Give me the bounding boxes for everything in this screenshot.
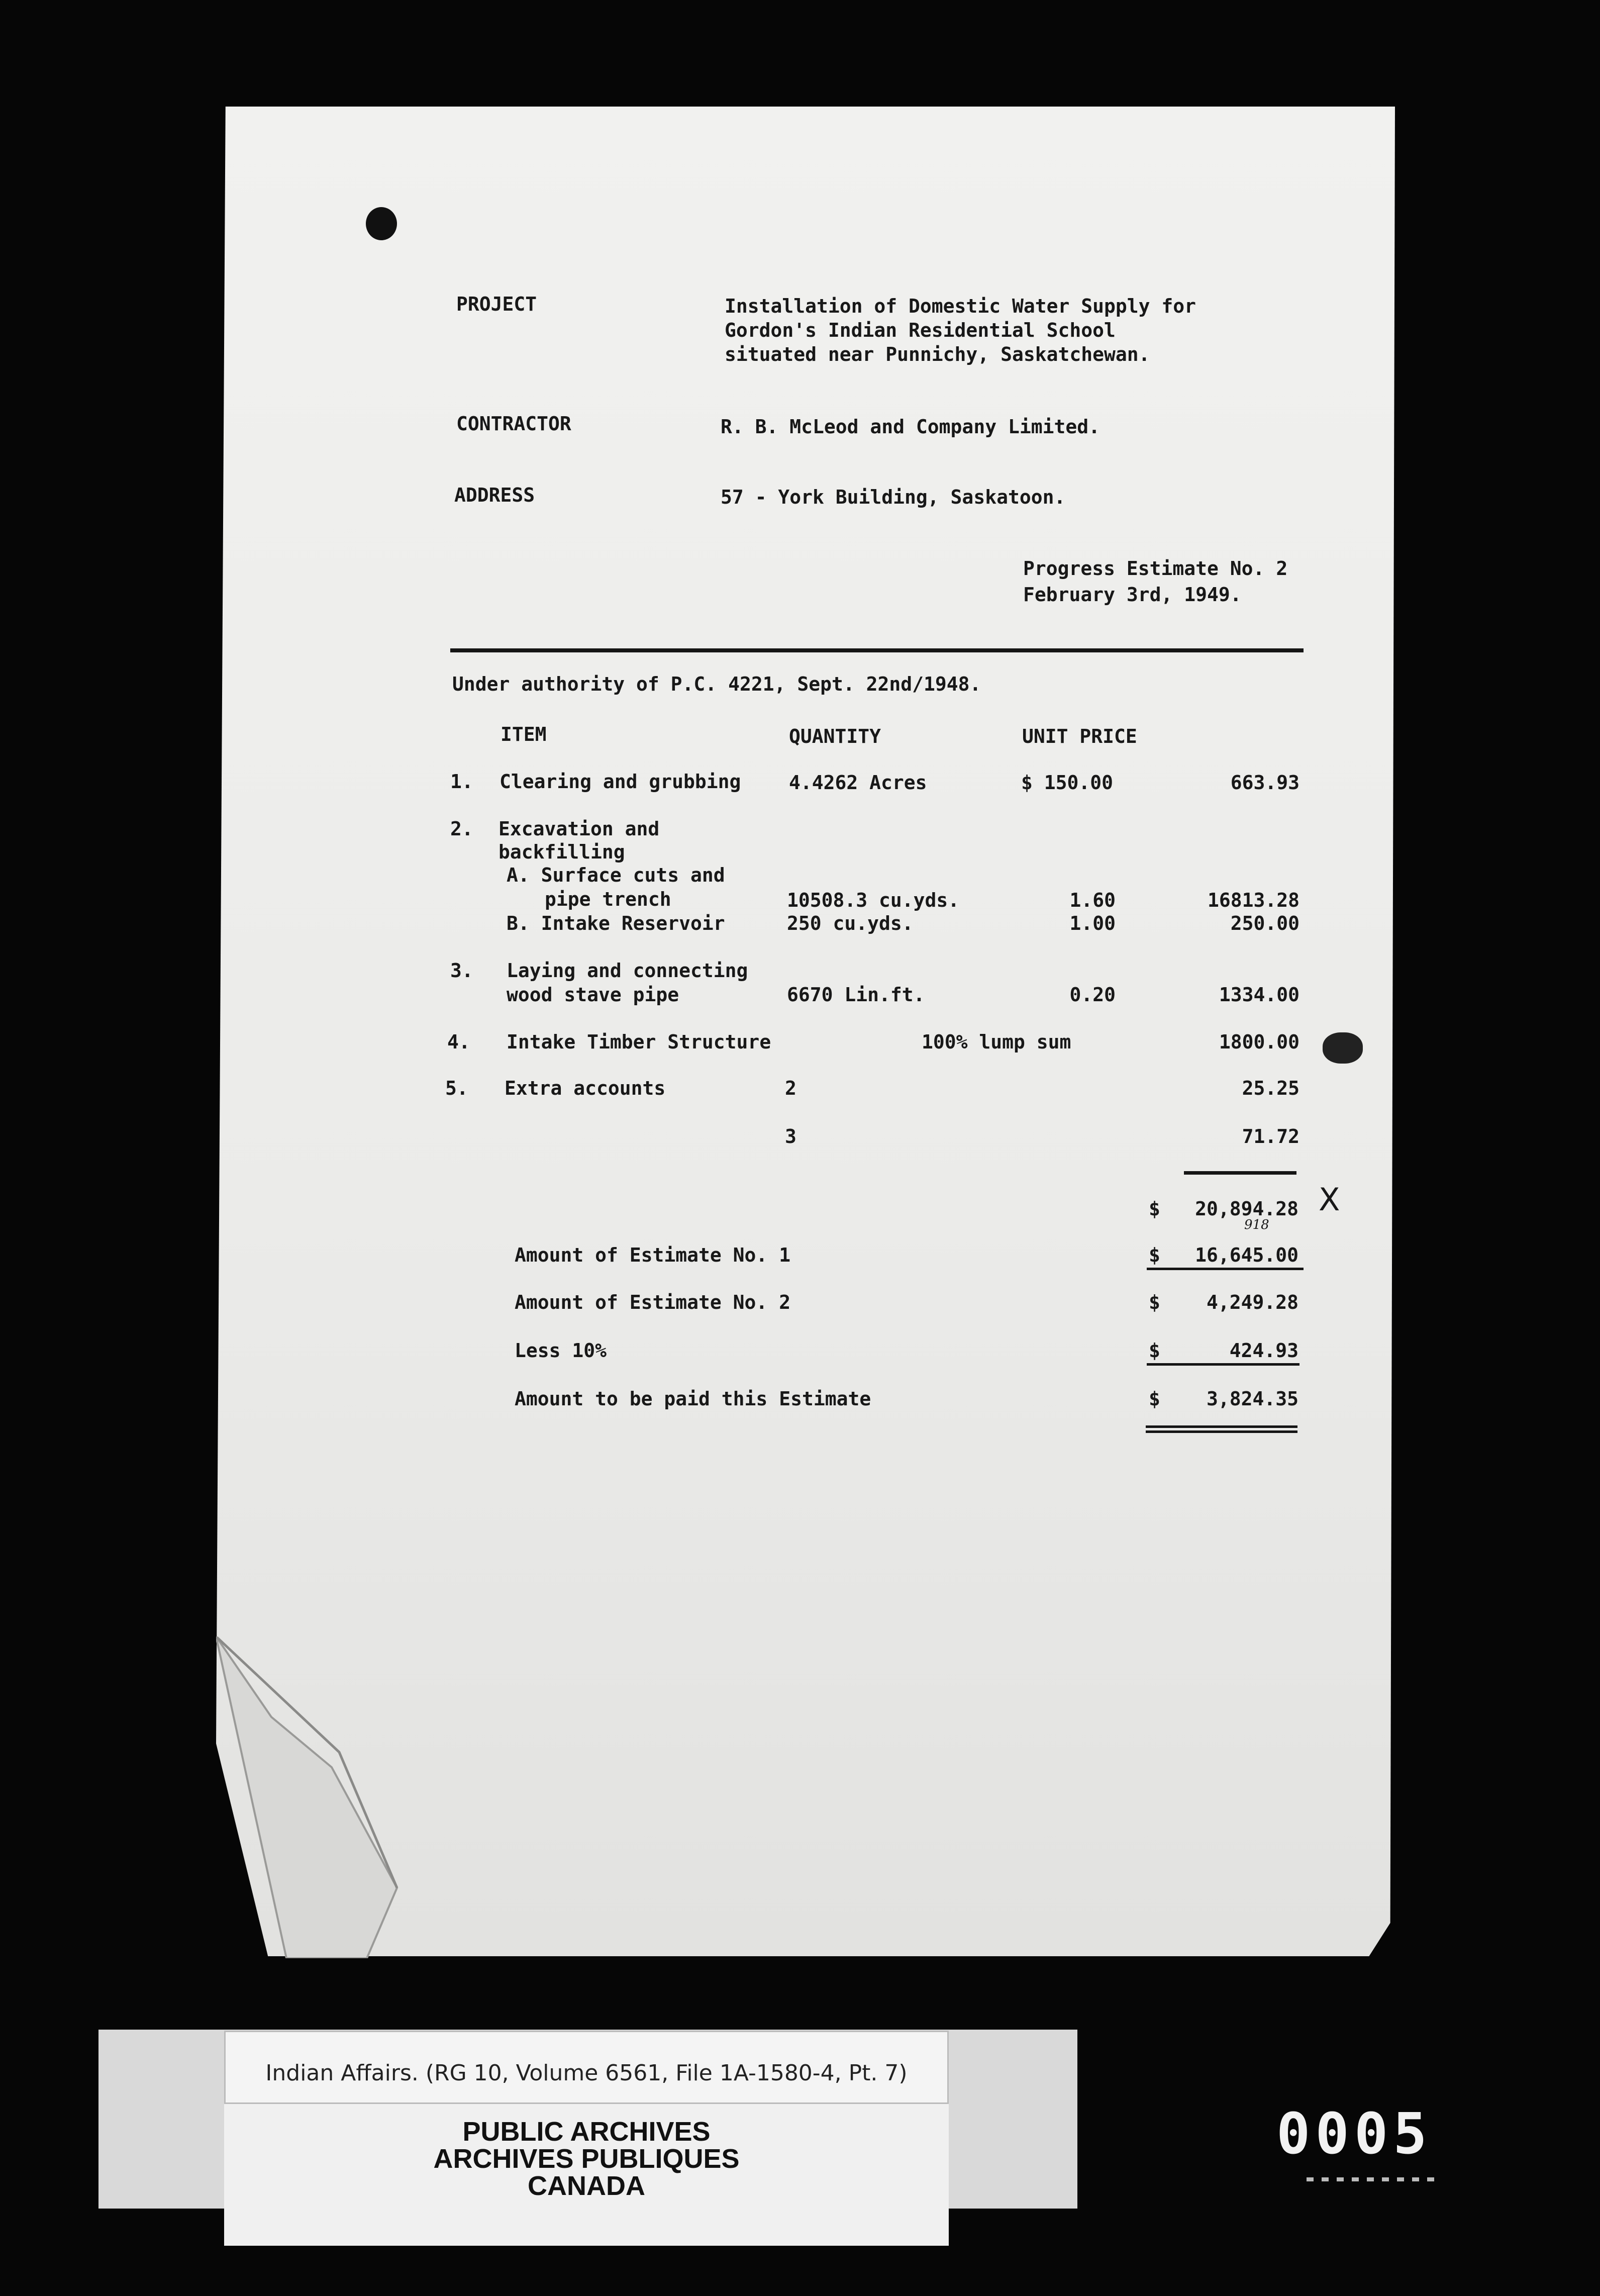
frame-counter <box>1276 2101 1452 2167</box>
project-line-3: situated near Punnichy, Saskatchewan. <box>725 343 1150 365</box>
item-3-description-line-1: Laying and connecting <box>507 960 748 982</box>
gross-dollar-sign: $ <box>1149 1198 1160 1220</box>
frame-tick <box>1367 2177 1374 2181</box>
item-3-amount: 1334.00 <box>1219 984 1299 1006</box>
payable-dollar-sign: $ <box>1149 1388 1160 1410</box>
header-rule <box>450 648 1304 652</box>
address-label: ADDRESS <box>454 484 535 506</box>
item-1-quantity: 4.4262 Acres <box>789 772 927 794</box>
authority-text: Under authority of P.C. 4221, Sept. 22nd/1948. <box>452 673 981 695</box>
estimate-2-label: Amount of Estimate No. 2 <box>515 1291 791 1313</box>
item-3-quantity: 6670 Lin.ft. <box>787 984 925 1006</box>
item-5-reference-1: 2 <box>785 1077 796 1099</box>
item-5-description: Extra accounts <box>505 1077 666 1099</box>
archive-stamp-card <box>224 2104 949 2246</box>
item-1-amount: 663.93 <box>1230 772 1299 794</box>
item-2a-description-line-2: pipe trench <box>545 888 671 910</box>
frame-tick <box>1397 2177 1404 2181</box>
payable-double-underline-2 <box>1146 1430 1297 1433</box>
item-4-number: 4. <box>447 1031 470 1053</box>
project-line-1: Installation of Domestic Water Supply for <box>725 295 1196 317</box>
item-2a-description-line-1: A. Surface cuts and <box>507 864 725 886</box>
item-2a-amount: 16813.28 <box>1207 889 1299 911</box>
item-5-number: 5. <box>445 1077 468 1099</box>
less-amount: 424.93 <box>1229 1340 1298 1362</box>
item-4-amount: 1800.00 <box>1219 1031 1299 1053</box>
project-line-2: Gordon's Indian Residential School <box>725 319 1116 341</box>
frame-tick <box>1412 2177 1419 2181</box>
gross-total: 20,894.28 <box>1195 1198 1298 1220</box>
frame-tick <box>1382 2177 1389 2181</box>
estimate-1-underline <box>1147 1268 1304 1270</box>
less-underline <box>1147 1363 1299 1366</box>
estimate-2-dollar-sign: $ <box>1149 1291 1160 1313</box>
item-3-unit-price: 0.20 <box>1069 984 1116 1006</box>
archive-line-2: ARCHIVES PUBLIQUES <box>433 2144 740 2174</box>
project-label: PROJECT <box>456 293 537 315</box>
item-5-reference-2: 3 <box>785 1125 796 1147</box>
contractor-label: CONTRACTOR <box>456 413 571 435</box>
frame-tick <box>1337 2177 1344 2181</box>
subtotal-rule <box>1184 1171 1296 1175</box>
folded-corner <box>216 1637 407 1958</box>
archive-reference: Indian Affairs. (RG 10, Volume 6561, File 1A-1580-4, Pt. 7) <box>265 2060 908 2086</box>
archive-line-1: PUBLIC ARCHIVES <box>462 2117 711 2147</box>
item-2a-quantity: 10508.3 cu.yds. <box>787 889 960 911</box>
item-2-number: 2. <box>450 818 473 840</box>
item-1-unit-price: $ 150.00 <box>1021 772 1114 794</box>
punch-hole <box>366 207 397 240</box>
margin-check-mark: X <box>1319 1181 1340 1218</box>
less-label: Less 10% <box>515 1340 607 1362</box>
item-1-description: Clearing and grubbing <box>499 771 741 793</box>
estimate-2-amount: 4,249.28 <box>1206 1291 1298 1313</box>
item-1-number: 1. <box>450 771 473 793</box>
archive-reference-card <box>224 2031 949 2104</box>
frame-tick <box>1307 2177 1314 2181</box>
archive-line-3: CANADA <box>528 2171 645 2201</box>
less-dollar-sign: $ <box>1149 1340 1160 1362</box>
address-value: 57 - York Building, Saskatoon. <box>721 486 1066 508</box>
item-3-description-line-2: wood stave pipe <box>507 984 679 1006</box>
frame-tick <box>1322 2177 1329 2181</box>
item-2-description-line-2: backfilling <box>498 841 625 863</box>
estimate-1-amount: 16,645.00 <box>1195 1244 1298 1266</box>
item-2a-unit-price: 1.60 <box>1069 889 1116 911</box>
contractor-value: R. B. McLeod and Company Limited. <box>721 416 1100 438</box>
frame-number: 0005 <box>1276 2101 1432 2167</box>
item-2b-unit-price: 1.00 <box>1069 912 1116 934</box>
payable-label: Amount to be paid this Estimate <box>515 1388 871 1410</box>
item-2b-quantity: 250 cu.yds. <box>787 912 914 934</box>
item-5-amount-2: 71.72 <box>1242 1125 1299 1147</box>
estimate-date: February 3rd, 1949. <box>1023 584 1242 606</box>
frame-tick <box>1427 2177 1434 2181</box>
payable-double-underline-1 <box>1146 1425 1297 1428</box>
estimate-1-dollar-sign: $ <box>1149 1244 1160 1266</box>
column-item: ITEM <box>501 723 547 745</box>
item-2b-amount: 250.00 <box>1230 912 1299 934</box>
gross-handwritten-note: 918 <box>1244 1217 1269 1232</box>
payable-amount: 3,824.35 <box>1206 1388 1298 1410</box>
estimate-title: Progress Estimate No. 2 <box>1023 557 1288 580</box>
item-4-description: Intake Timber Structure <box>507 1031 771 1053</box>
item-4-quantity: 100% lump sum <box>922 1031 1071 1053</box>
frame-tick <box>1352 2177 1359 2181</box>
column-quantity: QUANTITY <box>789 725 881 747</box>
estimate-1-label: Amount of Estimate No. 1 <box>515 1244 791 1266</box>
item-2b-description: B. Intake Reservoir <box>507 912 725 934</box>
ink-blot <box>1323 1032 1363 1064</box>
item-2-description-line-1: Excavation and <box>498 818 660 840</box>
column-unit-price: UNIT PRICE <box>1022 725 1137 747</box>
item-5-amount-1: 25.25 <box>1242 1077 1299 1099</box>
item-3-number: 3. <box>450 960 473 982</box>
